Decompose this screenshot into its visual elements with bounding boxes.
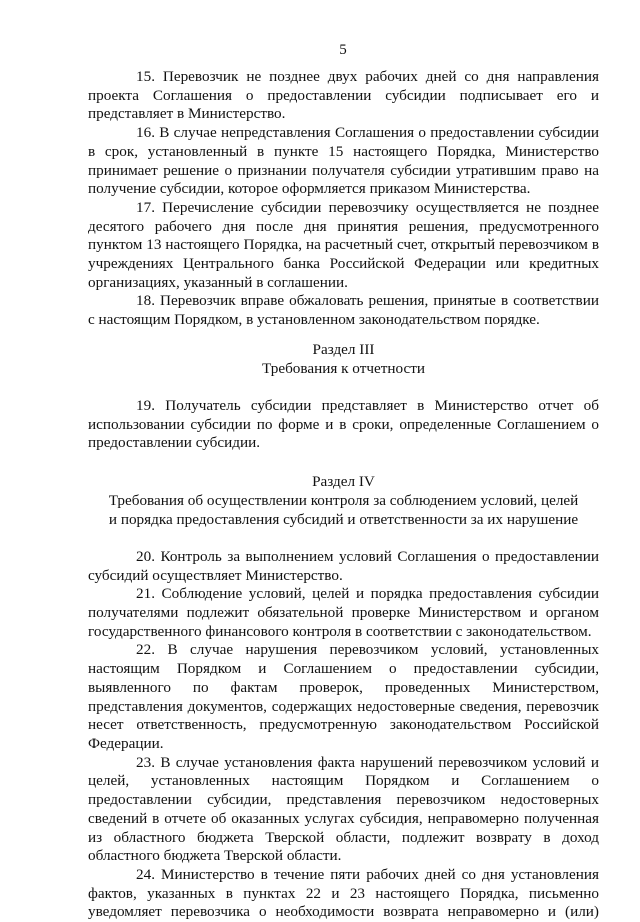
paragraph-16: 16. В случае непредставления Соглашения о предоставлении субсидии в срок, установленный в пункте 15 настоящего Порядка, Министерство принимает решение о признании получателя субсидии утратившим право на получение субсидии, которое оформляется приказом Министерства. (88, 124, 599, 198)
section-3-title: Раздел III (312, 340, 375, 358)
paragraph-24: 24. Министерство в течение пяти рабочих дней со дня установления фактов, указанных в пунктах 22 и 23 настоящего Порядка, письменно уведомляет перевозчика о необходимости возврата неправомерно и (или) (88, 865, 599, 921)
section-4-title: Раздел IV (312, 472, 375, 490)
paragraph-21: 21. Соблюдение условий, целей и порядка предоставления субсидии получателями подлежит обязательной проверке Министерством и органом государственного финансового контроля в соответствии с законодательством. (88, 585, 599, 640)
paragraph-19: 19. Получатель субсидии представляет в Министерство отчет об использовании субсидии по форме и в сроки, определенные Соглашением о предоставлении субсидии. (88, 396, 599, 452)
section-4-subtitle-line-1: Требования об осуществлении контроля за соблюдением условий, целей (108, 491, 579, 509)
paragraph-15: 15. Перевозчик не позднее двух рабочих дней со дня направления проекта Соглашения о предоставлении субсидии подписывает его и представляет в Министерство. (88, 68, 599, 123)
section-4-subtitle-line-2: и порядка предоставления субсидий и ответственности за их нарушение (108, 510, 579, 528)
paragraph-20: 20. Контроль за выполнением условий Соглашения о предоставлении субсидий осуществляет Министерство. (88, 547, 599, 584)
paragraph-17: 17. Перечисление субсидии перевозчику осуществляется не позднее десятого рабочего дня после дня принятия решения, предусмотренного пунктом 13 настоящего Порядка, на расчетный счет, открытый перевозчиком в учреждениях Центрального банка Российской Федерации или кредитных организациях, указанный в соглашении. (88, 198, 599, 291)
paragraph-23: 23. В случае установления факта нарушений перевозчиком условий и целей, установленных настоящим Порядком и Соглашением о предоставлении субсидии, представления перевозчиком недостоверных сведений в отчете об оказанных услугах субсидия, неправомерно полученная из областного бюджета Тверской области, подлежит возврату в доход областного бюджета Тверской области. (88, 753, 599, 865)
paragraph-18: 18. Перевозчик вправе обжаловать решения, принятые в соответствии с настоящим Порядком, в установленном законодательством порядке. (88, 292, 599, 329)
document-body (88, 68, 599, 922)
page-number: 5 (339, 42, 347, 58)
section-3-subtitle: Требования к отчетности (262, 359, 425, 377)
paragraph-22: 22. В случае нарушения перевозчиком условий, установленных настоящим Порядком и Соглашением о предоставлении субсидии, выявленного по фактам проверок, проведенных Министерством, представления документов, содержащих недостоверные сведения, перевозчик несет ответственность, предусмотренную законодательством Российской Федерации. (88, 641, 599, 752)
